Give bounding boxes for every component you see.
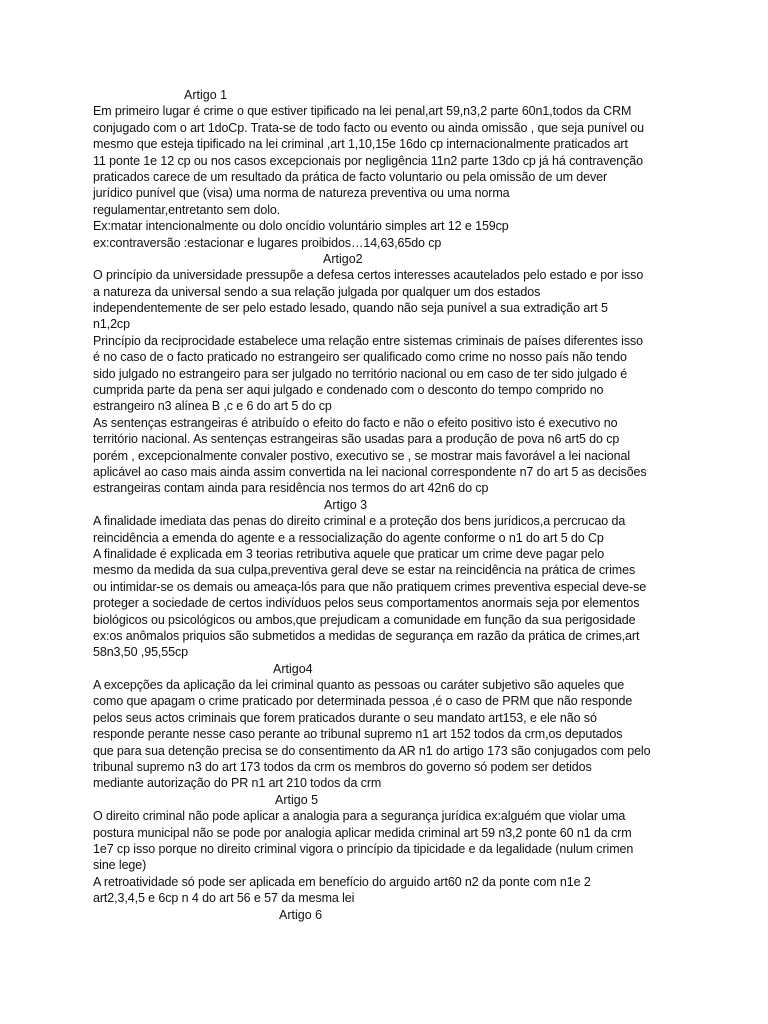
text-line: estrangeiro n3 alínea B ,c e 6 do art 5 do cp [93,399,332,414]
text-line: mesmo da medida da sua culpa,preventiva geral deve se estar na reincidência na prática de crimes [93,563,636,578]
text-line: Em primeiro lugar é crime o que estiver tipificado na lei penal,art 59,n3,2 parte 60n1,todos da CRM [93,104,632,119]
text-line: 11 ponte 1e 12 cp ou nos casos excepcionais por negligência 11n2 parte 13do cp já há contravenção [93,153,643,168]
text-line: As sentenças estrangeiras é atribuído o efeito do facto e não o efeito positivo isto é executivo no [93,415,618,430]
text-line: porém , excepcionalmente convaler postivo, executivo se , se mostrar mais favorável a lei nacional [93,448,630,463]
text-line: Princípio da reciprocidade estabelece uma relação entre sistemas criminais de países diferentes isso [93,333,644,348]
text-line: postura municipal não se pode por analogia aplicar medida criminal art 59 n3,2 ponte 60 n1 da crm [93,825,632,840]
document-page [93,87,683,923]
text-line: território nacional. As sentenças estrangeiras são usadas para a produção de pova n6 art5 do cp [93,432,620,447]
text-line: O direito criminal não pode aplicar a analogia para a segurança jurídica ex:alguém que violar uma [93,809,626,824]
text-line: aplicável ao caso mais ainda assim convertida na lei nacional correspondente n7 do art 5 as decisões [93,464,647,479]
section-heading: Artigo2 [323,251,363,266]
text-line: jurídico punível que (visa) uma norma de natureza preventiva ou uma norma [93,186,510,201]
text-line: estrangeiras contam ainda para residência nos termos do art 42n6 do cp [93,481,489,496]
text-line: ou intimidar-se os demais ou ameaça-lós para que não pratiquem crimes preventiva especial deve-se [93,579,647,594]
text-line: A finalidade é explicada em 3 teorias retributiva aquele que praticar um crime deve pagar pelo [93,546,605,561]
text-line: 58n3,50 ,95,55cp [93,645,189,660]
text-line: cumprida parte da pena ser aqui julgado e condenado com o desconto do tempo comprido no [93,383,604,398]
text-line: reincidência a emenda do agente e a ressocialização do agente conforme o n1 do art 5 do Cp [93,530,604,545]
text-line: sine lege) [93,858,147,873]
text-line: 1e7 cp isso porque no direito criminal vigora o princípio da tipicidade e da legalidade (nulum crimen [93,841,634,856]
text-line: art2,3,4,5 e 6cp n 4 do art 56 e 57 da mesma lei [93,891,355,906]
text-line: pelos seus actos criminais que forem praticados durante o seu mandato art153, e ele não só [93,710,597,725]
text-line: mediante autorização do PR n1 art 210 todos da crm [93,776,382,791]
section-heading: Artigo 3 [324,497,368,512]
text-line: proteger a sociedade de certos indivíduos pelos seus comportamentos anormais seja por elementos [93,596,640,611]
section-heading: Artigo 1 [184,88,228,102]
text-line: é no caso de o facto praticado no estrangeiro ser qualificado como crime no nosso país não tendo [93,350,627,365]
text-line: ex:os anômalos priquios são submetidos a medidas de segurança em razão da prática de crimes,art [93,628,640,643]
section-heading: Artigo 5 [275,792,319,807]
text-line: responde perante nesse caso perante ao tribunal supremo n1 art 152 todos da crm,os deputados [93,727,623,742]
text-line: sido julgado no estrangeiro para ser julgado no território nacional ou em caso de ter sido julgado é [93,366,628,381]
text-line: praticados carece de um resultado da prática de facto voluntario ou pela omissão de um dever [93,169,608,184]
text-line: regulamentar,entretanto sem dolo. [93,202,281,217]
text-line: a natureza da universal sendo a sua relação julgada por qualquer um dos estados [93,284,541,299]
text-line: A excepções da aplicação da lei criminal quanto as pessoas ou caráter subjetivo são aqueles que [93,678,625,693]
text-line: Ex:matar intencionalmente ou dolo oncídio voluntário simples art 12 e 159cp [93,219,509,234]
text-line: conjugado com o art 1doCp. Trata-se de todo facto ou evento ou ainda omissão , que seja punível ou [93,120,644,135]
text-line: mesmo que esteja tipificado na lei criminal ,art 1,10,15e 16do cp internacionalmente praticados art [93,137,628,152]
text-line: tribunal supremo n3 do art 173 todos da crm os membros do governo só podem ser detidos [93,760,592,775]
section-heading: Artigo 6 [279,907,323,922]
text-line: biológicos ou psicológicos ou ambos,que prejudicam a comunidade em função da sua perigosidade [93,612,636,627]
section-heading: Artigo4 [273,661,313,676]
text-line: que para sua detenção precisa se do consentimento da AR n1 do artigo 173 são conjugados com pelo [93,743,651,758]
text-line: A finalidade imediata das penas do direito criminal e a proteção dos bens jurídicos,a percrucao da [93,514,626,529]
text-line: A retroatividade só pode ser aplicada em benefício do arguido art60 n2 da ponte com n1e 2 [93,874,591,889]
text-line: como que apagam o crime praticado por determinada pessoa ,é o caso de PRM que não responde [93,694,633,709]
text-line: O princípio da universidade pressupõe a defesa certos interesses acautelados pelo estado e por isso [93,268,644,283]
text-line: independentemente de ser pelo estado lesado, quando não seja punível a sua extradição art 5 [93,301,608,316]
text-line: ex:contraversão :estacionar e lugares proibidos…14,63,65do cp [93,235,442,250]
text-line: n1,2cp [93,317,130,332]
